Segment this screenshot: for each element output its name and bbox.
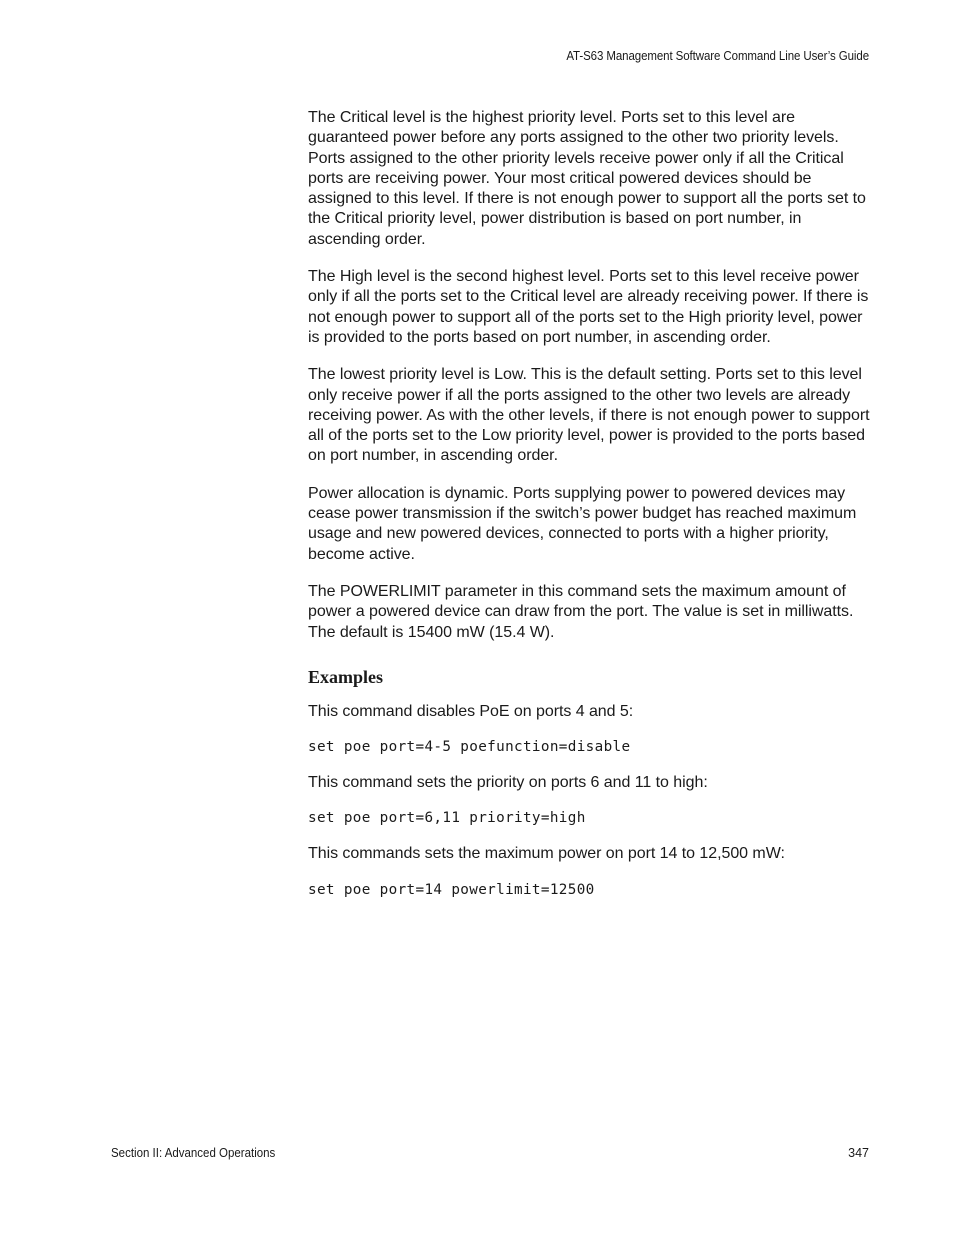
paragraph-powerlimit: The POWERLIMIT parameter in this command sets the maximum amount of power a powered device can draw from the port. The value is set in milliwatts. The default is 15400 mW (15.4 W). <box>308 582 854 641</box>
paragraph-critical-level: The Critical level is the highest priority level. Ports set to this level are guaranteed power before any ports assigned to the other two priority levels. Ports assigned to the other priority levels receive power only if all the Critical ports are receiving power. Your most critical powered devices should be assigned to this level. If there is not enough power to support all the ports set to the Critical priority level, power distribution is based on port number, in ascending order. <box>308 109 866 248</box>
footer-section-title: Section II: Advanced Operations <box>111 1146 276 1160</box>
example-command: set poe port=6,11 priority=high <box>308 810 586 827</box>
paragraph-low-level: The lowest priority level is Low. This is the default setting. Ports set to this level only receive power if all the ports assigned to the other two levels are already receiving power. As with the other levels, if there is not enough power to support all of the ports set to the Low priority level, power is provided to the ports based on port number, in ascending order. <box>308 366 870 465</box>
paragraph-high-level: The High level is the second highest level. Ports set to this level receive power only if all the ports set to the Critical level are already receiving power. If there is not enough power to support all of the ports set to the High priority level, power is provided to the ports based on port number, in ascending order. <box>308 268 869 346</box>
running-header: AT-S63 Management Software Command Line User’s Guide <box>566 49 869 63</box>
example-intro: This commands sets the maximum power on port 14 to 12,500 mW: <box>308 845 785 863</box>
page-number: 347 <box>848 1146 869 1160</box>
examples-heading: Examples <box>308 666 384 687</box>
example-intro: This command sets the priority on ports 6 and 11 to high: <box>308 774 708 792</box>
example-command: set poe port=4-5 poefunction=disable <box>308 739 631 756</box>
paragraph-power-allocation: Power allocation is dynamic. Ports supplying power to powered devices may cease power transmission if the switch’s power budget has reached maximum usage and new powered devices, connected to ports with a higher priority, become active. <box>308 484 857 563</box>
page-content <box>308 108 874 916</box>
example-command: set poe port=14 powerlimit=12500 <box>308 881 595 898</box>
example-intro: This command disables PoE on ports 4 and 5: <box>308 702 634 720</box>
